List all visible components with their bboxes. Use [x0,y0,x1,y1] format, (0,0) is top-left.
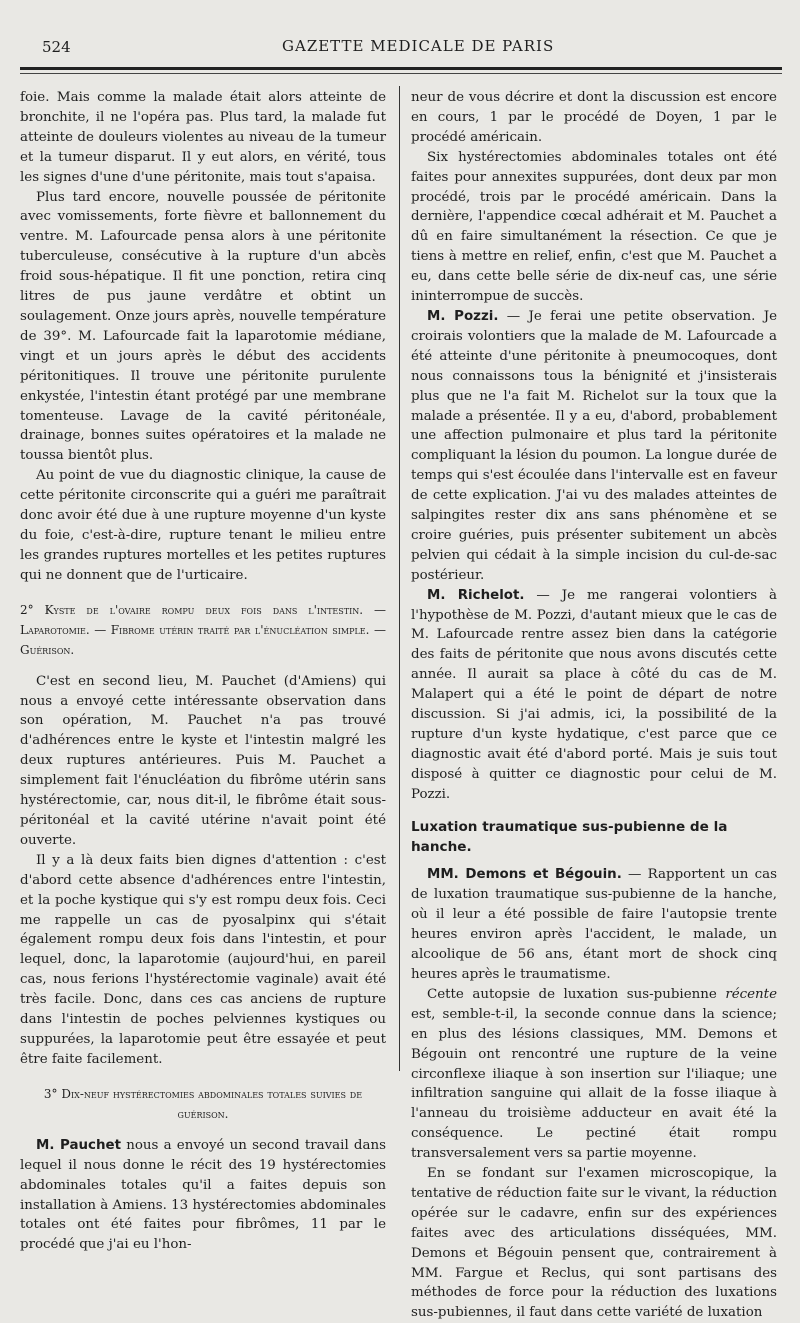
paragraph-text: — Rapportent un cas de luxation traumatique sus-pubienne de la hanche, où il leur a été possible de faire l'autopsie trente heures environ après l'accident, le malade, un alcoolique de 56 ans, étant mort de shock cinq heures après le traumatisme. [411,867,777,982]
speaker-name: MM. Demons et Bégouin. [427,867,622,883]
right-column [411,88,777,1323]
paragraph: Au point de vue du diagnostic clinique, la cause de cette péritonite circonscrite qui a guéri me paraîtrait donc avoir été due à une rupture moyenne d'un kyste du foie, c'est-à-dire, rupture tenant le milieu entre les grandes ruptures mortelles et les petites ruptures qui ne donnent que de l'urticaire. [20,468,386,583]
paragraph [411,985,777,1164]
left-column [20,88,386,1255]
header-rule-thin [20,73,782,74]
paragraph-text: — Je me rangerai volontiers à l'hypothèse de M. Pozzi, d'autant mieux que le cas de M. Lafourcade rentre assez bien dans la catégorie des faits de péritonite que nous avons discutés cette année. Il aurait sa place à côté du cas de M. Malapert qui a été le point de départ de notre discussion. Si j'ai admis, ici, la possibilité de la rupture d'un kyste hydatique, c'est parce que ce diagnostic avait été d'abord porté. Mais je suis tout disposé à quitter ce diagnostic pour celui de M. Pozzi. [411,587,777,802]
emphasis: récente [725,986,777,1002]
header-rule-thick [20,67,782,70]
running-title: GAZETTE MEDICALE DE PARIS [282,37,555,55]
paragraph-text: Cette autopsie de luxation sus-pubienne [427,986,717,1002]
paragraph: C'est en second lieu, M. Pauchet (d'Amiens) qui nous a envoyé cette intéressante observation dans son opération, M. Pauchet n'a pas trouvé d'adhérences entre le kyste et l'intestin malgré les deux ruptures antérieures. Puis M. Pauchet a simplement fait l'énucléation du fibrôme utérin sans hystérectomie, car, nous dit-il, le fibrôme était sous-péritonéal et la cavité utérine n'avait point été ouverte. [20,673,386,848]
paragraph: Plus tard encore, nouvelle poussée de péritonite avec vomissements, forte fièvre et ballonnement du ventre. M. Lafourcade pensa alors à une péritonite tuberculeuse, consécutive à la rupture d'un abcès froid sous-hépatique. Il fit une ponction, retira cinq litres de pus jaune verdâtre et obtint un soulagement. Onze jours après, nouvelle température de 39°. M. Lafourcade fait la laparotomie médiane, vingt et un jours après le début des accidents péritonitiques. Il trouve une péritonite purulente enkystée, l'intestin étant protégé par une membrane tomenteuse. Lavage de la cavité péritonéale, drainage, bonnes suites opératoires et la malade ne toussa bientôt plus. [20,189,386,464]
paragraph-text: nous a envoyé un second travail dans lequel il nous donne le récit des 19 hystérectomies abdominales totales qu'il a faites depuis son installation à Amiens. 13 hystérectomies abdominales totales ont été faites pour fibrômes, 11 par le procédé que j'ai eu l'hon- [20,1137,386,1253]
section-heading: 2° Kyste de l'ovaire rompu deux fois dans l'intestin. — Laparotomie. — Fibrome utérin traité par l'énucléation simple. — Guérison. [20,602,386,657]
speaker-name: M. Pauchet [36,1137,121,1153]
speaker-name: M. Richelot. [427,587,525,603]
paragraph: Il y a là deux faits bien dignes d'attention : c'est d'abord cette absence d'adhérences entre l'intestin, et la poche kystique qui s'y est rompu deux fois. Ceci me rappelle un cas de pyosalpinx qui s'était également rompu deux fois dans l'intestin, et pour lequel, donc, la laparotomie (aujourd'hui, en pareil cas, nous ferions l'hystérectomie vaginale) avait été très facile. Donc, dans ces cas anciens de rupture dans l'intestin de poches pelviennes kystiques ou suppurées, la laparotomie peut être essayée et peut être faite facilement. [20,852,386,1067]
paragraph: neur de vous décrire et dont la discussion est encore en cours, 1 par le procédé de Doyen, 1 par le procédé américain. [411,90,777,145]
paragraph: Six hystérectomies abdominales totales ont été faites pour annexites suppurées, dont deux par mon procédé, trois par le procédé américain. Dans la dernière, l'appendice cœcal adhérait et M. Pauchet a dû en faire simultanément la résection. Ce que je tiens à mettre en relief, enfin, c'est que M. Pauchet a eu, dans cette belle série de dix-neuf cas, une série ininterrompue de succès. [411,149,777,305]
section-heading: 3° Dix-neuf hystérectomies abdominales totales suivies de guérison. [43,1086,363,1121]
paragraph [411,586,777,805]
paragraph [411,307,777,586]
paragraph [20,1136,386,1255]
article-title: Luxation traumatique sus-pubienne de la hanche. [411,818,728,855]
page-number: 524 [42,38,71,56]
paragraph-text: est, semble-t-il, la seconde connue dans la science; en plus des lésions classiques, MM. Demons et Bégouin ont rencontré une rupture de la veine circonflexe iliaque à son insertion sur l'iliaque; une infiltration sanguine qui allait de la fosse iliaque à l'anneau du troisième adducteur en avait été la conséquence. Le pectiné était rompu transversalement vers sa partie moyenne. [411,1006,777,1162]
paragraph [411,865,777,984]
paragraph: En se fondant sur l'examen microscopique, la tentative de réduction faite sur le vivant, la réduction opérée sur le cadavre, enfin sur des expériences faites avec des articulations disséquées, MM. Demons et Bégouin pensent que, contrairement à MM. Fargue et Reclus, qui sont partisans des méthodes de force pour la réduction des luxations sus-pubiennes, il faut dans cette variété de luxation [411,1166,777,1321]
speaker-name: M. Pozzi. [427,308,499,324]
paragraph-text: — Je ferai une petite observation. Je croirais volontiers que la malade de M. Lafourcade a été atteinte d'une péritonite à pneumocoques, dont nous connaissons tous la bénignité et j'insisterais plus que ne l'a fait M. Richelot sur la toux que la malade a présentée. Il y a eu, d'abord, probablement une affection pulmonaire et plus tard la péritonite compliquant la lésion du poumon. La longue durée de temps qui s'est écoulée dans l'intervalle est en faveur de cette explication. J'ai vu des malades atteintes de salpingites rester dix ans sans phénomène et se croire guéries, puis présenter subitement un abcès pelvien qui cédait à la simple incision du cul-de-sac postérieur. [411,308,777,583]
column-divider [399,86,400,1071]
paragraph: foie. Mais comme la malade était alors atteinte de bronchite, il ne l'opéra pas. Plus tard, la malade fut atteinte de douleurs violentes au niveau de la tumeur et la tumeur disparut. Il y eut alors, en vérité, tous les signes d'une d'une péritonite, mais tout s'apaisa. [20,90,386,185]
